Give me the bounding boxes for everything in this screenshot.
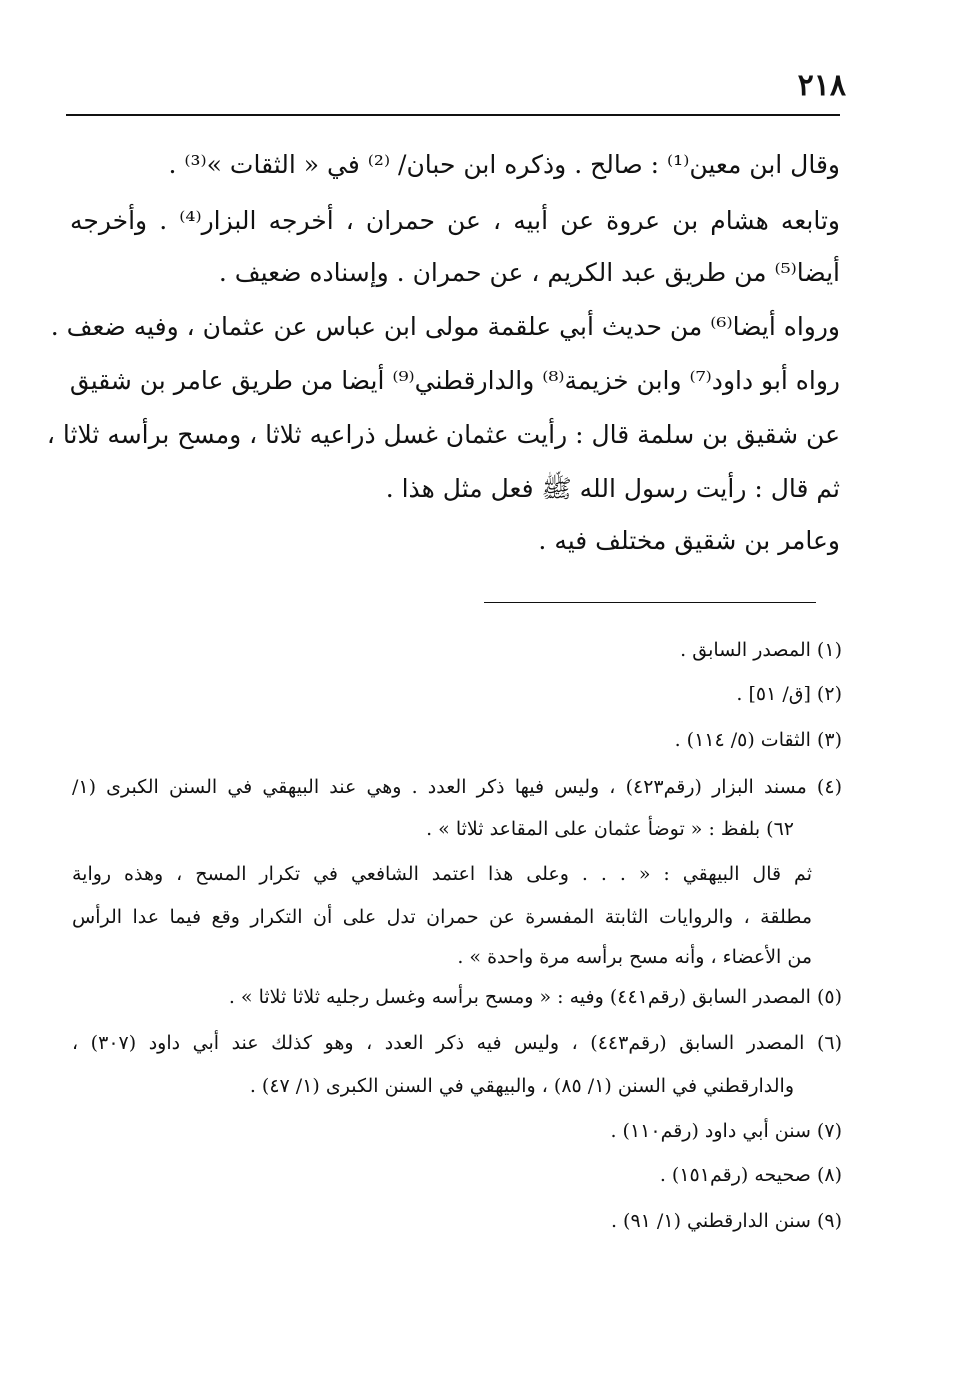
footnote-line: (١) المصدر السابق . <box>680 639 842 661</box>
footnote-line: (٢) [ق/ ٥١] . <box>736 683 842 705</box>
body-line: وعامر بن شقيق مختلف فيه . <box>538 526 840 555</box>
body-line: ثم قال : رأيت رسول الله ﷺ فعل مثل هذا . <box>385 474 840 503</box>
footnote-line: ثم قال البيهقي : « . . . وعلى هذا اعتمد الشافعي في تكرار المسح ، وهذه رواية <box>72 863 812 885</box>
footnote-line: مطلقة ، والروايات الثابتة المفسرة عن حمران تدل على أن التكرار وقع فيما عدا الرأس <box>72 906 812 928</box>
body-line: ورواه أيضا⁽⁶⁾ من حديث أبي علقمة مولى ابن عباس عن عثمان ، وفيه ضعف . <box>50 312 840 341</box>
body-line: وقال ابن معين⁽¹⁾ : صالح . وذكره ابن حبان/ ⁽²⁾ في « الثقات »⁽³⁾ . <box>168 150 840 179</box>
footnote-line: والدارقطني في السنن (١/ ٨٥) ، والبيهقي في السنن الكبرى (١/ ٤٧) . <box>249 1075 794 1097</box>
body-line: أيضا⁽⁵⁾ من طريق عبد الكريم ، عن حمران . وإسناده ضعيف . <box>218 258 840 287</box>
footnote-line: من الأعضاء ، وأنه مسح برأسه مرة واحدة » . <box>457 946 812 968</box>
footnote-line: (٥) المصدر السابق (رقم٤٤١) وفيه : « ومسح برأسه وغسل رجليه ثلاثا ثلاثا » . <box>228 986 842 1008</box>
footnote-line: (٩) سنن الدارقطني (١/ ٩١) . <box>610 1210 842 1232</box>
footnote-line: (٨) صحيحه (رقم١٥١) . <box>659 1164 842 1186</box>
footnote-line: (٦) المصدر السابق (رقم٤٤٣) ، وليس فيه ذكر العدد ، وهو كذلك عند أبي داود (٣٠٧) ، <box>72 1032 842 1054</box>
body-line: وتابعه هشام بن عروة عن أبيه ، عن حمران ، أخرجه البزار⁽⁴⁾ . وأخرجه <box>70 206 840 235</box>
header-rule <box>66 114 840 116</box>
footnote-separator <box>484 602 816 603</box>
page-number: ٢١٨ <box>797 68 846 103</box>
footnote-line: (٤) مسند البزار (رقم٤٢٣) ، وليس فيها ذكر العدد . وهي عند البيهقي في السنن الكبرى (١/ <box>72 776 842 798</box>
footnote-line: (٣) الثقات (٥/ ١١٤) . <box>674 729 842 751</box>
footnote-line: ٦٢) بلفظ : « توضأ عثمان على المقاعد ثلاثا » . <box>426 818 794 840</box>
footnote-line: (٧) سنن أبي داود (رقم١١٠) . <box>610 1120 842 1142</box>
body-line: رواه أبو داود⁽⁷⁾ وابن خزيمة⁽⁸⁾ والدارقطني⁽⁹⁾ أيضا من طريق عامر بن شقيق <box>69 366 840 395</box>
body-line: عن شقيق بن سلمة قال : رأيت عثمان غسل ذراعيه ثلاثا ، ومسح برأسه ثلاثا ، <box>46 420 840 449</box>
